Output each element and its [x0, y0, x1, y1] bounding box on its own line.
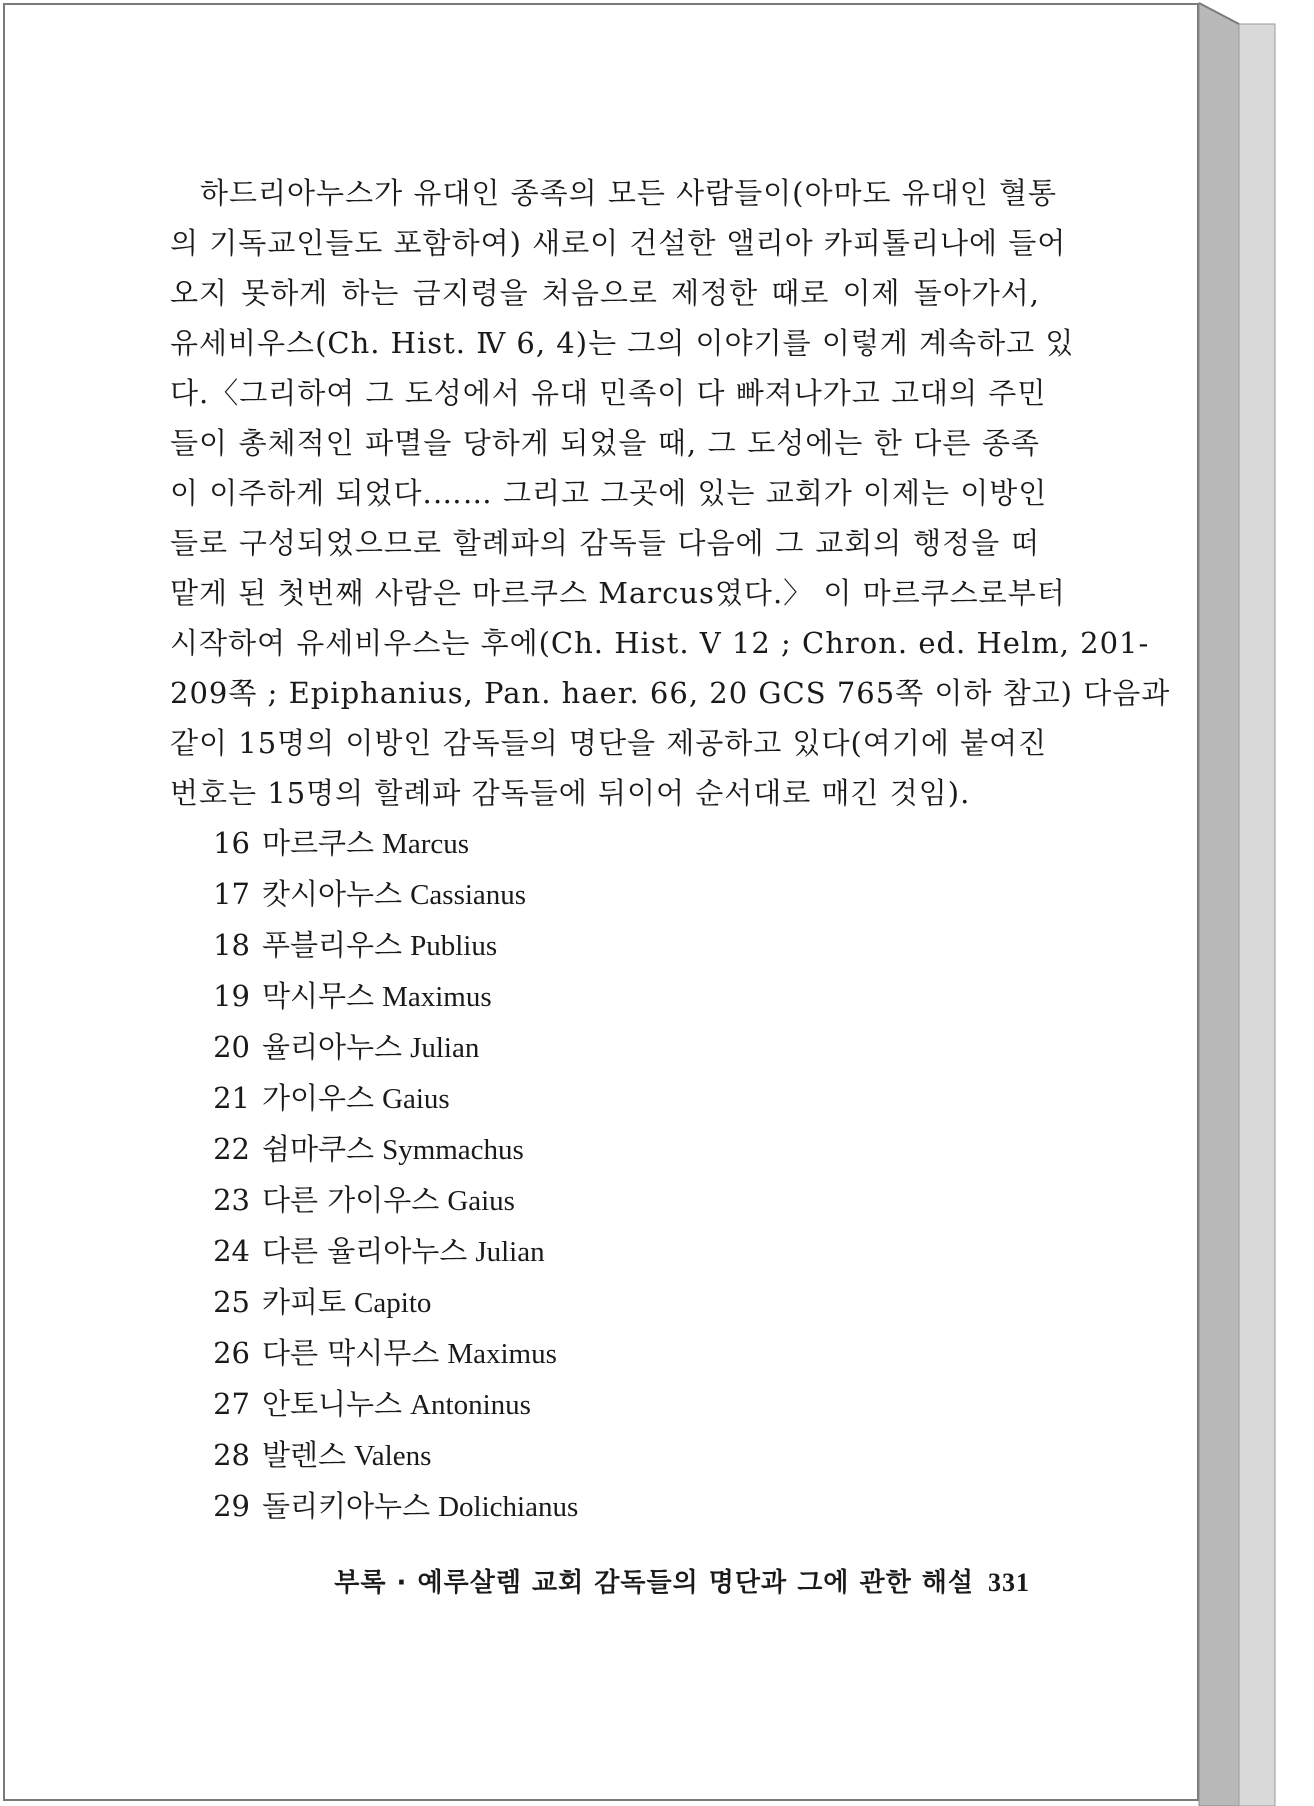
body-line: 이 이주하게 되었다.…… 그리고 그곳에 있는 교회가 이제는 이방인 — [170, 476, 1048, 510]
list-item-korean-name: 캇시아누스 — [262, 877, 403, 911]
list-item — [170, 1022, 1040, 1073]
list-item-latin-name: Capito — [354, 1287, 432, 1319]
list-item-korean-name: 율리아누스 — [262, 1030, 403, 1064]
body-line: 들로 구성되었으므로 할례파의 감독들 다음에 그 교회의 행정을 떠 — [170, 526, 1040, 560]
list-item-latin-name: Julian — [475, 1236, 545, 1268]
list-item — [170, 1481, 1040, 1532]
body-line: 시작하여 유세비우스는 후에(Ch. Hist. Ⅴ 12 ; Chron. ed. Helm, 201- — [170, 626, 1150, 660]
list-item — [170, 1124, 1040, 1175]
body-line: 다.〈그리하여 그 도성에서 유대 민족이 다 빠져나가고 고대의 주민 — [170, 376, 1047, 410]
list-item-latin-name: Maximus — [382, 981, 492, 1013]
list-item-latin-name: Maximus — [447, 1338, 557, 1370]
list-item-number: 18 — [213, 928, 250, 962]
list-item-number: 23 — [213, 1183, 250, 1217]
list-item-number: 24 — [213, 1234, 250, 1268]
list-item-korean-name: 발렌스 — [262, 1438, 347, 1472]
list-item-korean-name: 막시무스 — [262, 979, 375, 1013]
list-item-number: 28 — [213, 1438, 250, 1472]
list-item-number: 17 — [213, 877, 250, 911]
page-footer — [170, 1562, 1030, 1599]
list-item-latin-name: Symmachus — [382, 1134, 524, 1166]
list-item — [170, 1226, 1040, 1277]
body-line: 번호는 15명의 할례파 감독들에 뒤이어 순서대로 매긴 것임). — [170, 776, 971, 810]
bishop-list — [170, 818, 1040, 1532]
list-item — [170, 1430, 1040, 1481]
list-item-number: 29 — [213, 1489, 250, 1523]
body-line: 오지 못하게 하는 금지령을 처음으로 제정한 때로 이제 돌아가서, — [170, 276, 1040, 310]
list-item-latin-name: Antoninus — [410, 1389, 531, 1421]
list-item-korean-name: 가이우스 — [262, 1081, 375, 1115]
body-line: 들이 총체적인 파멸을 당하게 되었을 때, 그 도성에는 한 다른 종족 — [170, 426, 1040, 460]
list-item — [170, 971, 1040, 1022]
list-item-number: 16 — [213, 826, 250, 860]
list-item-korean-name: 돌리키아누스 — [262, 1489, 431, 1523]
list-item — [170, 1175, 1040, 1226]
list-item-number: 26 — [213, 1336, 250, 1370]
body-line: 209쪽 ; Epiphanius, Pan. haer. 66, 20 GCS 765쪽 이하 참고) 다음과 — [170, 676, 1171, 710]
list-item-number: 25 — [213, 1285, 250, 1319]
list-item-korean-name: 카피토 — [262, 1285, 347, 1319]
list-item-korean-name: 다른 막시무스 — [262, 1336, 440, 1370]
list-item — [170, 1073, 1040, 1124]
list-item-number: 19 — [213, 979, 250, 1013]
body-line: 맡게 된 첫번째 사람은 마르쿠스 Marcus였다.〉 이 마르쿠스로부터 — [170, 576, 1066, 610]
page-number: 331 — [988, 1568, 1030, 1597]
list-item-latin-name: Marcus — [382, 828, 470, 860]
list-item-korean-name: 쉼마쿠스 — [262, 1132, 375, 1166]
list-item-latin-name: Valens — [354, 1440, 432, 1472]
list-item-korean-name: 푸블리우스 — [262, 928, 403, 962]
list-item-korean-name: 다른 가이우스 — [262, 1183, 440, 1217]
body-line: 의 기독교인들도 포함하여) 새로이 건설한 앨리아 카피톨리나에 들어 — [170, 226, 1067, 260]
page-edge-decoration — [1197, 0, 1314, 1806]
list-item-latin-name: Gaius — [382, 1083, 450, 1115]
list-item-korean-name: 안토니누스 — [262, 1387, 403, 1421]
list-item — [170, 869, 1040, 920]
list-item-korean-name: 다른 율리아누스 — [262, 1234, 468, 1268]
list-item-number: 22 — [213, 1132, 250, 1166]
list-item-latin-name: Publius — [410, 930, 498, 962]
list-item-latin-name: Gaius — [447, 1185, 515, 1217]
list-item — [170, 1277, 1040, 1328]
body-line: 하드리아누스가 유대인 종족의 모든 사람들이(아마도 유대인 혈통 — [200, 176, 1058, 210]
list-item — [170, 1328, 1040, 1379]
list-item-latin-name: Julian — [410, 1032, 480, 1064]
page-content — [170, 168, 1171, 1532]
body-paragraph — [170, 168, 1171, 818]
list-item-latin-name: Cassianus — [410, 879, 527, 911]
body-line: 유세비우스(Ch. Hist. Ⅳ 6, 4)는 그의 이야기를 이렇게 계속하고 있 — [170, 326, 1075, 360]
list-item-number: 20 — [213, 1030, 250, 1064]
list-item — [170, 920, 1040, 971]
running-head: 부록 · 예루살렘 교회 감독들의 명단과 그에 관한 해설 — [334, 1568, 974, 1598]
body-line: 같이 15명의 이방인 감독들의 명단을 제공하고 있다(여기에 붙여진 — [170, 726, 1048, 760]
list-item — [170, 818, 1040, 869]
list-item-number: 27 — [213, 1387, 250, 1421]
list-item-korean-name: 마르쿠스 — [262, 826, 375, 860]
list-item-latin-name: Dolichianus — [438, 1491, 579, 1523]
list-item — [170, 1379, 1040, 1430]
list-item-number: 21 — [213, 1081, 250, 1115]
